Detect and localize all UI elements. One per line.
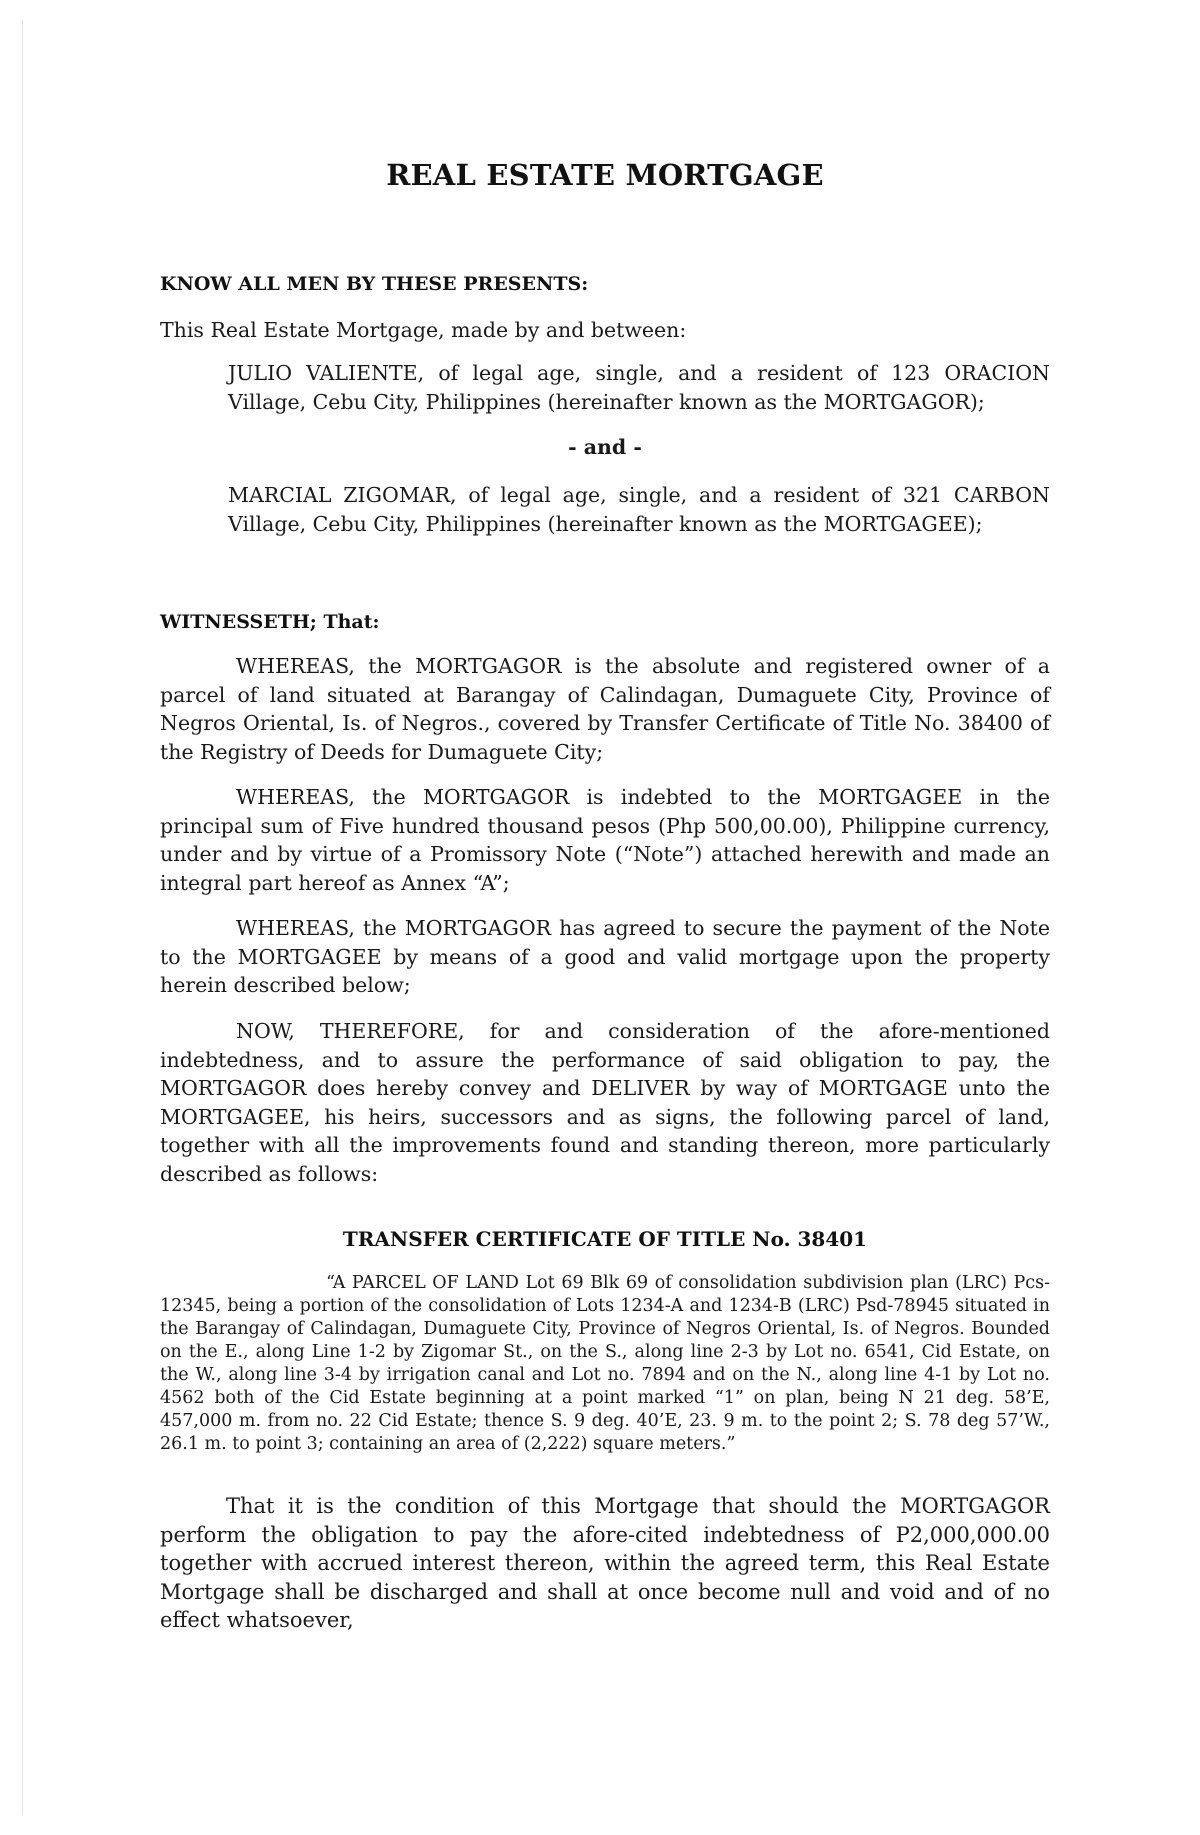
tct-heading: TRANSFER CERTIFICATE OF TITLE No. 38401 <box>342 1227 868 1251</box>
whereas-paragraph-3: WHEREAS, the MORTGAGOR has agreed to secure the payment of the Note to the MORTGAGEE by means of a good and valid mortgage upon the property herein described below; <box>160 916 1050 997</box>
closing-paragraph: That it is the condition of this Mortgage that should the MORTGAGOR perform the obligation to pay the afore-cited indebtedness of P2,000,000.00 together with accrued interest thereon, within the agreed term, this Real Estate Mortgage shall be discharged and shall at once become null and void and of no effect whatsoever, <box>160 1494 1050 1632</box>
mortgagor-paragraph: JULIO VALIENTE, of legal age, single, and a resident of 123 ORACION Village, Cebu City, Philippines (hereinafter known as the MORTGAGOR); <box>228 361 1050 414</box>
witnesseth-heading: WITNESSETH; That: <box>160 611 380 633</box>
mortgagee-paragraph: MARCIAL ZIGOMAR, of legal age, single, and a resident of 321 CARBON Village, Cebu City, Philippines (hereinafter known as the MORTGAGEE); <box>228 483 1050 536</box>
and-separator: - and - <box>568 435 642 459</box>
intro-paragraph: This Real Estate Mortgage, made by and between: <box>160 318 687 342</box>
page-edge-line <box>22 20 23 1815</box>
document-title: REAL ESTATE MORTGAGE <box>386 158 824 192</box>
tct-description: “A PARCEL OF LAND Lot 69 Blk 69 of consolidation subdivision plan (LRC) Pcs-12345, being a portion of the consolidation of Lots 1234-A and 1234-B (LRC) Psd-78945 situated in the Barangay of Calindagan, Dumaguete City, Province of Negros Oriental, Is. of Negros. Bounded on the E., along Line 1-2 by Zigomar St., on the S., along line 2-3 by Lot no. 6541, Cid Estate, on the W., along line 3-4 by irrigation canal and Lot no. 7894 and on the N., along line 4-1 by Lot no. 4562 both of the Cid Estate beginning at a point marked “1” on plan, being N 21 deg. 58’E, 457,000 m. from no. 22 Cid Estate; thence S. 9 deg. 40’E, 23. 9 m. to the point 2; S. 78 deg 57’W., 26.1 m. to point 3; containing an area of (2,222) square meters.” <box>160 1273 1050 1454</box>
now-therefore-paragraph: NOW, THEREFORE, for and consideration of the afore-mentioned indebtedness, and to assure the performance of said obligation to pay, the MORTGAGOR does hereby convey and DELIVER by way of MORTGAGE unto the MORTGAGEE, his heirs, successors and as signs, the following parcel of land, together with all the improvements found and standing thereon, more particularly described as follows: <box>160 1019 1050 1186</box>
presents-heading: KNOW ALL MEN BY THESE PRESENTS: <box>160 273 589 295</box>
whereas-paragraph-1: WHEREAS, the MORTGAGOR is the absolute and registered owner of a parcel of land situated at Barangay of Calindagan, Dumaguete City, Province of Negros Oriental, Is. of Negros., covered by Transfer Certificate of Title No. 38400 of the Registry of Deeds for Dumaguete City; <box>160 654 1050 764</box>
whereas-paragraph-2: WHEREAS, the MORTGAGOR is indebted to the MORTGAGEE in the principal sum of Five hundred thousand pesos (Php 500,00.00), Philippine currency, under and by virtue of a Promissory Note (“Note”) attached herewith and made an integral part hereof as Annex “A”; <box>160 785 1050 895</box>
